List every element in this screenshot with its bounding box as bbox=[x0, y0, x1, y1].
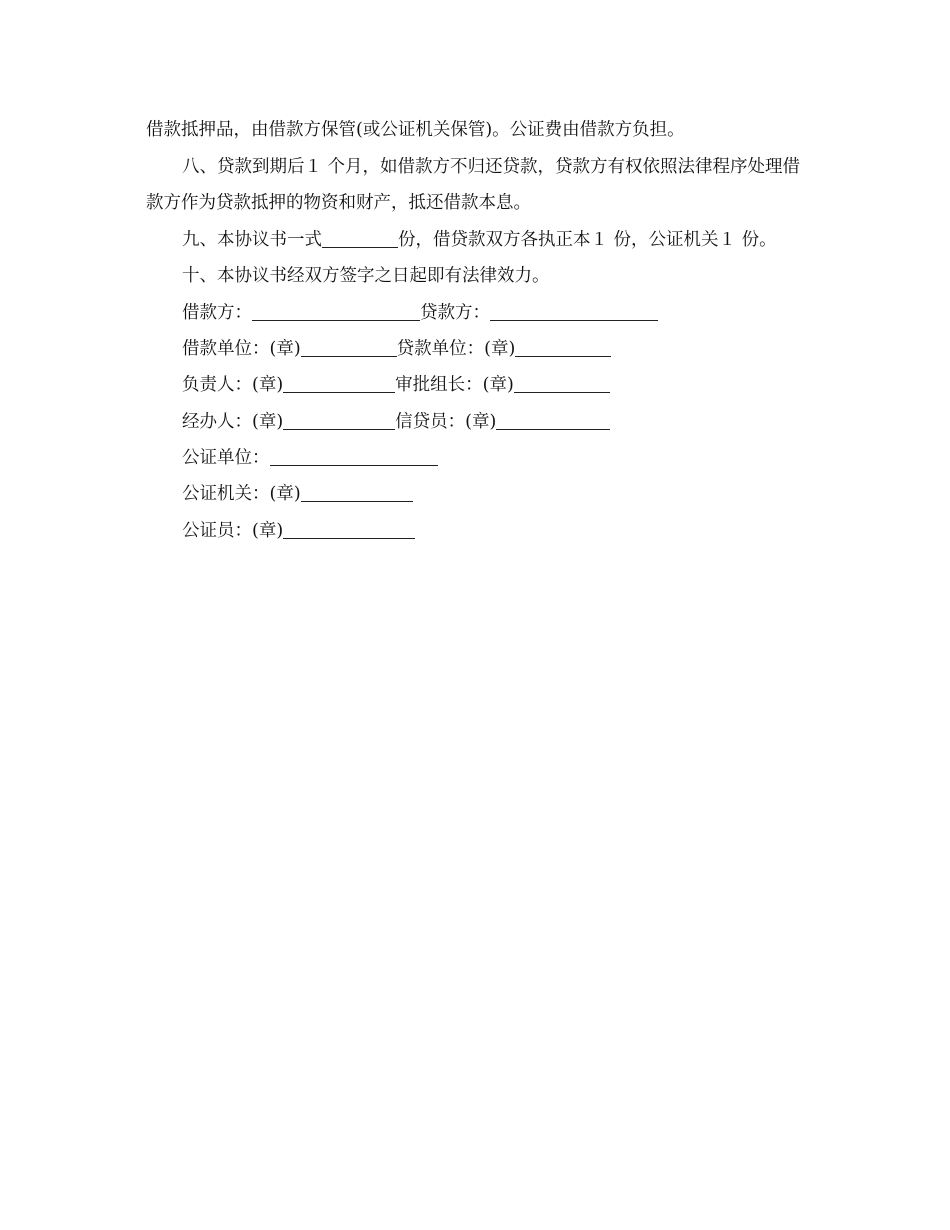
lender-unit-label: 贷款单位：(章) bbox=[396, 339, 516, 359]
clause-7-tail: 借款抵押品，由借款方保管(或公证机关保管)。公证费由借款方负担。 bbox=[146, 120, 685, 140]
clause-10: 十、本协议书经双方签字之日起即有法律效力。 bbox=[182, 266, 550, 286]
borrower-label: 借款方： bbox=[182, 303, 252, 323]
signature-row-handlers bbox=[182, 404, 610, 440]
signature-row-responsible bbox=[182, 367, 610, 403]
lender-unit-blank bbox=[515, 336, 611, 357]
clause-9-before: 九、本协议书一式 bbox=[182, 230, 322, 250]
clause-8: 八、贷款到期后１ 个月，如借款方不归还贷款，贷款方有权依照法律程序处理借款方作为贷款抵押的物资和财产，抵还借款本息。 bbox=[146, 157, 801, 213]
lender-signature-blank bbox=[490, 300, 658, 321]
notary-blank bbox=[283, 518, 415, 539]
responsible-blank bbox=[283, 372, 395, 393]
approval-leader-blank bbox=[514, 372, 610, 393]
clause-9 bbox=[182, 222, 777, 258]
borrower-unit-blank bbox=[301, 336, 397, 357]
notary-unit-label: 公证单位： bbox=[182, 448, 270, 468]
borrower-signature-blank bbox=[252, 300, 420, 321]
signature-row-parties bbox=[182, 295, 658, 331]
handler-blank bbox=[283, 409, 395, 430]
notary-office-label: 公证机关：(章) bbox=[182, 484, 301, 504]
credit-officer-blank bbox=[496, 409, 610, 430]
responsible-label: 负责人：(章) bbox=[182, 375, 284, 395]
copies-blank bbox=[322, 227, 398, 248]
approval-leader-label: 审批组长：(章) bbox=[395, 375, 514, 395]
clause-9-after: 份，借贷款双方各执正本１ 份，公证机关１ 份。 bbox=[398, 230, 777, 250]
handler-label: 经办人：(章) bbox=[182, 412, 284, 432]
notary-label: 公证员：(章) bbox=[182, 521, 284, 541]
signature-row-notary-office bbox=[182, 476, 413, 512]
credit-officer-label: 信贷员：(章) bbox=[395, 412, 497, 432]
signature-row-notary-unit bbox=[182, 440, 438, 476]
lender-label: 贷款方： bbox=[420, 303, 490, 323]
signature-row-units bbox=[182, 331, 611, 367]
borrower-unit-label: 借款单位：(章) bbox=[182, 339, 301, 359]
signature-row-notary bbox=[182, 513, 415, 549]
notary-office-blank bbox=[301, 481, 413, 502]
notary-unit-blank bbox=[270, 445, 438, 466]
